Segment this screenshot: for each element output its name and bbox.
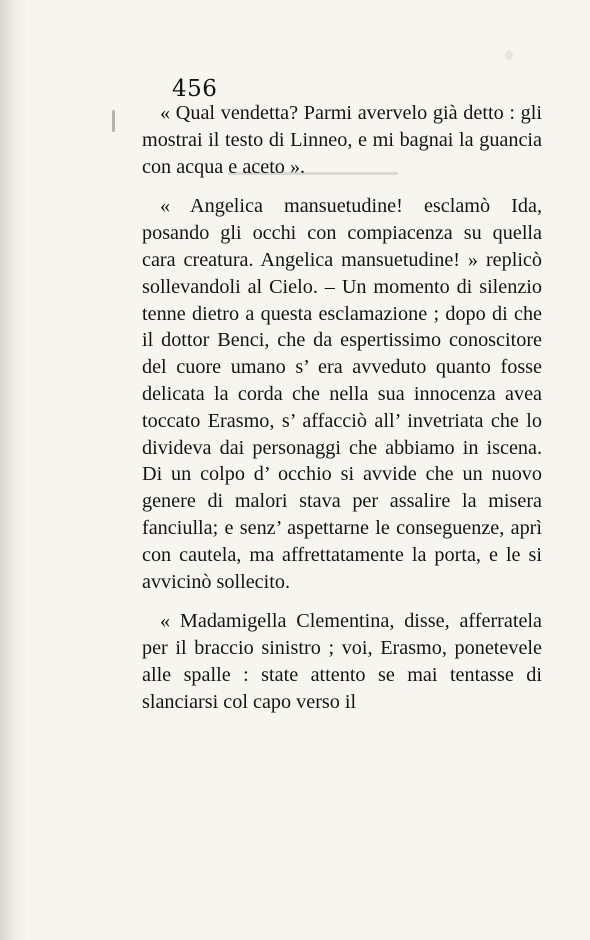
paragraph: « Angelica mansuetudine! esclamò Ida, posando gli occhi con compiacenza su quella cara creatura. Angelica mansuetudine! » replicò sollevandoli al Cielo. – Un momento di silenzio tenne dietro a questa esclamazione ; dopo di che il dottor Benci, che da espertissimo conoscitore del cuore umano s’ era avveduto quanto fosse delicata la corda che nella sua innocenza avea toccato Erasmo, s’ affacciò all’ invetriata che lo divideva dai personaggi che abbiamo in iscena. Di un colpo d’ occhio si avvide che un nuovo genere di malori stava per assalire la misera fanciulla; e senz’ aspettarne le conseguenze, aprì con cautela, ma affrettatamente la porta, e le si avvicinò sollecito. [142, 195, 542, 593]
page-number: 456 [172, 76, 218, 102]
paragraph: « Qual vendetta? Parmi avervelo già detto : gli mostrai il testo di Linneo, e mi bagnai la guancia con acqua e aceto ». [142, 102, 542, 178]
paper-mark [112, 110, 115, 132]
paper-stain [505, 50, 513, 60]
paragraph: « Madamigella Clementina, disse, afferratela per il braccio sinistro ; voi, Erasmo, ponetevele alle spalle : state attento se mai tentasse di slanciarsi col capo verso il [142, 610, 542, 713]
page-body-text [142, 100, 542, 716]
page-fold-shadow [0, 0, 28, 940]
